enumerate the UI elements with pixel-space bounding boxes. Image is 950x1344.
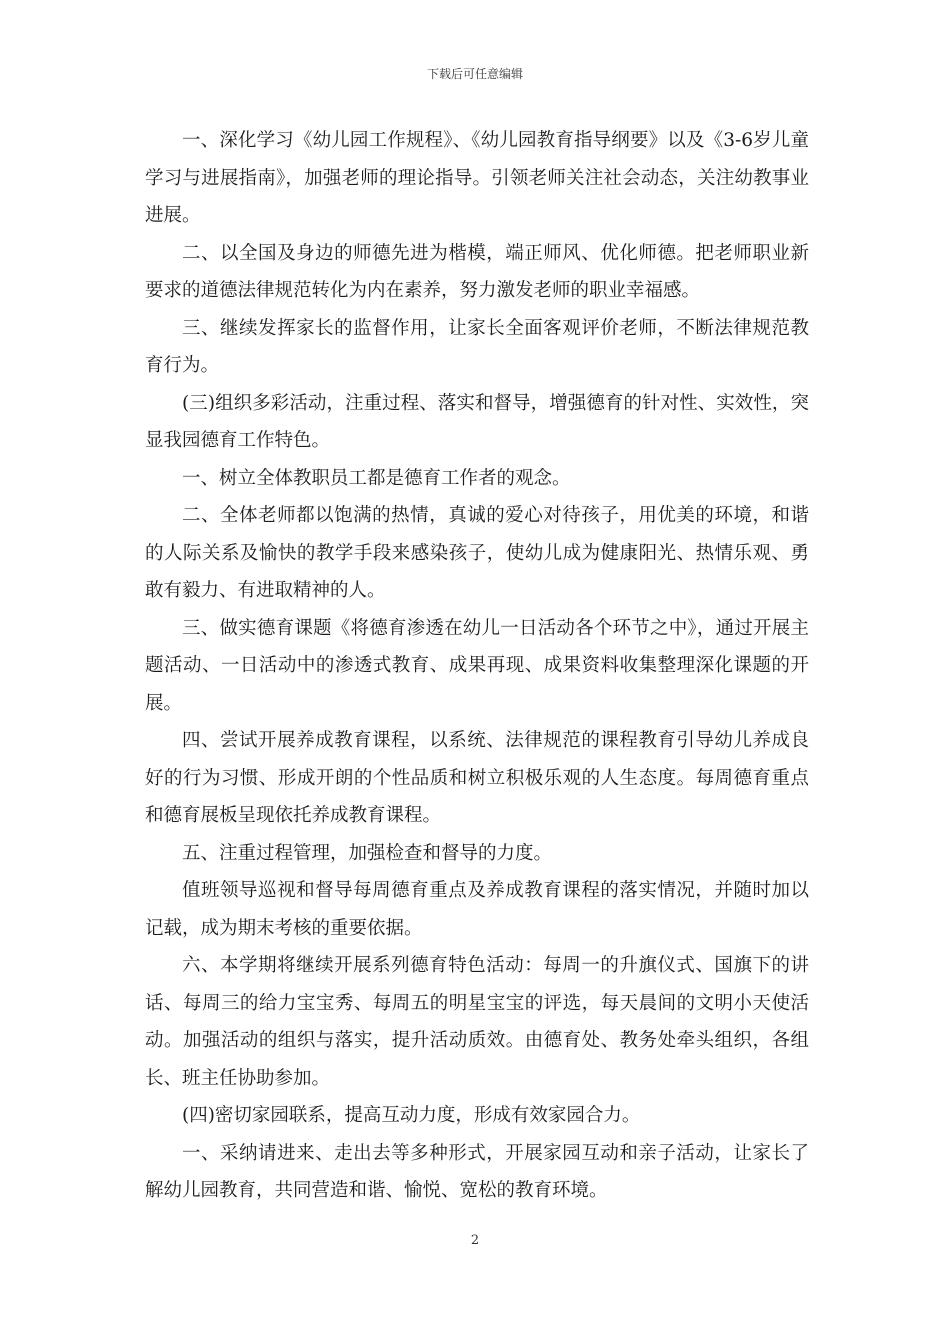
paragraph: 一、深化学习《幼儿园工作规程》、《幼儿园教育指导纲要》以及《3-6岁儿童学习与进展指南》，加强老师的理论指导。引领老师关注社会动态，关注幼教事业进展。 (145, 130, 809, 226)
paragraph: (三)组织多彩活动，注重过程、落实和督导，增强德育的针对性、实效性，突显我园德育工作特色。 (145, 392, 809, 451)
paragraph: 五、注重过程管理，加强检查和督导的力度。 (182, 842, 553, 864)
paragraph: (四)密切家园联系，提高互动力度，形成有效家园合力。 (182, 1105, 641, 1126)
paragraph: 二、以全国及身边的师德先进为楷模，端正师风、优化师德。把老师职业新要求的道德法律规范转化为内在素养，努力激发老师的职业幸福感。 (145, 242, 809, 301)
paragraph: 三、继续发挥家长的监督作用，让家长全面客观评价老师，不断法律规范教育行为。 (145, 317, 809, 376)
paragraph: 六、本学期将继续开展系列德育特色活动：每周一的升旗仪式、国旗下的讲话、每周三的给力宝宝秀、每周五的明星宝宝的评选，每天晨间的文明小天使活动。加强活动的组织与落实，提升活动质效。由德育处、教务处牵头组织，各组长、班主任协助参加。 (145, 955, 809, 1089)
paragraph: 二、全体老师都以饱满的热情，真诚的爱心对待孩子，用优美的环境，和谐的人际关系及愉快的教学手段来感染孩子，使幼儿成为健康阳光、热情乐观、勇敢有毅力、有进取精神的人。 (145, 505, 809, 601)
paragraph: 一、采纳请进来、走出去等多种形式，开展家园互动和亲子活动，让家长了解幼儿园教育，共同营造和谐、愉悦、宽松的教育环境。 (145, 1142, 809, 1201)
document-body (145, 122, 809, 1210)
paragraph: 值班领导巡视和督导每周德育重点及养成教育课程的落实情况，并随时加以记载，成为期末考核的重要依据。 (145, 880, 809, 939)
page-header: 下载后可任意编辑 (426, 67, 523, 81)
paragraph: 一、树立全体教职员工都是德育工作者的观念。 (182, 467, 571, 489)
paragraph: 三、做实德育课题《将德育渗透在幼儿一日活动各个环节之中》，通过开展主题活动、一日活动中的渗透式教育、成果再现、成果资料收集整理深化课题的开展。 (145, 617, 809, 714)
page-number: 2 (470, 1233, 480, 1248)
paragraph: 四、尝试开展养成教育课程，以系统、法律规范的课程教育引导幼儿养成良好的行为习惯、形成开朗的个性品质和树立积极乐观的人生态度。每周德育重点和德育展板呈现依托养成教育课程。 (145, 730, 809, 826)
